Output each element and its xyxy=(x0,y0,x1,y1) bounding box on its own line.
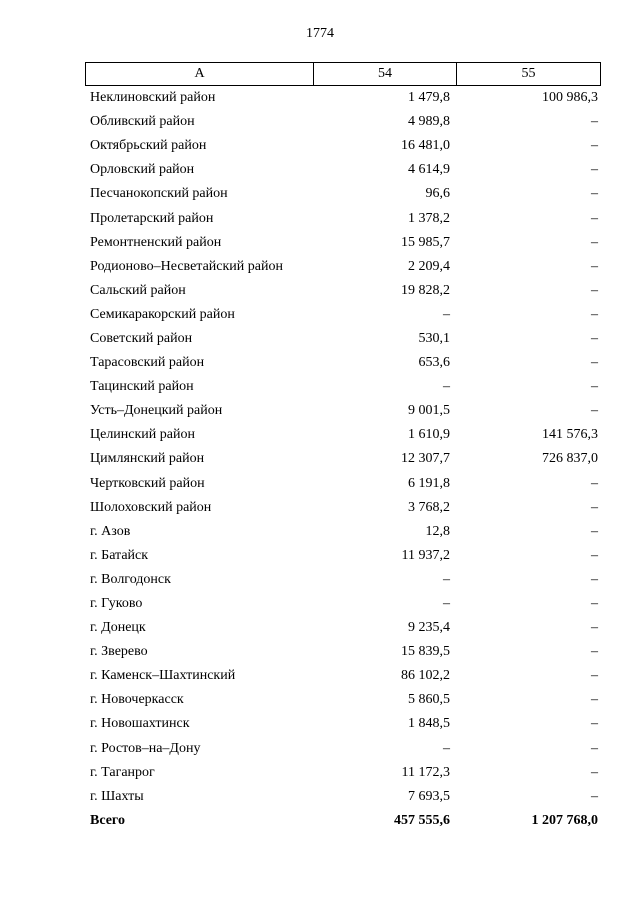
row-value-55: – xyxy=(591,234,598,250)
table-row xyxy=(85,182,601,206)
table-row xyxy=(85,616,601,640)
row-value-54: 86 102,2 xyxy=(401,668,450,684)
row-value-54: 19 828,2 xyxy=(401,282,450,298)
row-name: Родионово–Несветайский район xyxy=(90,258,283,274)
row-name: Ремонтненский район xyxy=(90,234,222,250)
row-value-55: – xyxy=(591,355,598,371)
row-value-54: 4 614,9 xyxy=(408,162,450,178)
row-value-55: 141 576,3 xyxy=(542,427,598,443)
row-value-54: 11 172,3 xyxy=(401,764,450,780)
table-row xyxy=(85,255,601,279)
total-value-55: 1 207 768,0 xyxy=(531,812,598,828)
row-name: Шолоховский район xyxy=(90,499,212,515)
table-row xyxy=(85,375,601,399)
row-name: Песчанокопский район xyxy=(90,186,228,202)
row-name: г. Таганрог xyxy=(90,764,155,780)
page-number: 1774 xyxy=(306,26,334,41)
row-name: Пролетарский район xyxy=(90,210,214,226)
row-name: Орловский район xyxy=(90,162,195,178)
table-row xyxy=(85,592,601,616)
table-row xyxy=(85,134,601,158)
row-name: Целинский район xyxy=(90,427,195,443)
table-header xyxy=(85,62,601,86)
table-row xyxy=(85,472,601,496)
row-name: г. Донецк xyxy=(90,620,146,636)
row-value-54: 12 307,7 xyxy=(401,451,450,467)
row-value-54: 9 235,4 xyxy=(408,620,450,636)
table-row xyxy=(85,303,601,327)
row-name: Обливский район xyxy=(90,114,195,130)
row-name: г. Каменск–Шахтинский xyxy=(90,668,236,684)
table-row xyxy=(85,447,601,471)
row-value-55: – xyxy=(591,306,598,322)
row-name: Чертковский район xyxy=(90,475,205,491)
row-value-55: – xyxy=(591,162,598,178)
table-row xyxy=(85,399,601,423)
header-col-a: А xyxy=(86,63,314,85)
table-row xyxy=(85,231,601,255)
row-value-55: – xyxy=(591,740,598,756)
table-row xyxy=(85,761,601,785)
row-name: г. Азов xyxy=(90,523,131,539)
row-name: г. Ростов–на–Дону xyxy=(90,740,201,756)
row-value-54: 12,8 xyxy=(425,523,450,539)
row-name: Советский район xyxy=(90,330,193,346)
row-value-54: 7 693,5 xyxy=(408,788,450,804)
table-row xyxy=(85,279,601,303)
row-value-54: – xyxy=(443,740,450,756)
table-row xyxy=(85,520,601,544)
row-value-55: – xyxy=(591,475,598,491)
row-name: Семикаракорский район xyxy=(90,306,235,322)
data-table xyxy=(85,62,601,833)
table-row xyxy=(85,158,601,182)
row-value-55: – xyxy=(591,330,598,346)
row-value-55: – xyxy=(591,210,598,226)
table-body xyxy=(85,86,601,809)
row-value-55: – xyxy=(591,114,598,130)
table-row xyxy=(85,737,601,761)
row-value-54: – xyxy=(443,571,450,587)
row-name: г. Гуково xyxy=(90,596,143,612)
row-name: Цимлянский район xyxy=(90,451,205,467)
row-value-54: 2 209,4 xyxy=(408,258,450,274)
row-value-54: 9 001,5 xyxy=(408,403,450,419)
row-value-54: 6 191,8 xyxy=(408,475,450,491)
table-row xyxy=(85,688,601,712)
row-value-54: – xyxy=(443,596,450,612)
row-value-55: – xyxy=(591,258,598,274)
row-value-55: – xyxy=(591,547,598,563)
row-value-55: – xyxy=(591,138,598,154)
row-name: г. Зверево xyxy=(90,644,148,660)
row-name: г. Батайск xyxy=(90,547,149,563)
row-value-55: – xyxy=(591,716,598,732)
row-value-54: 1 610,9 xyxy=(408,427,450,443)
row-value-54: 530,1 xyxy=(418,330,450,346)
row-value-55: – xyxy=(591,668,598,684)
row-value-55: – xyxy=(591,523,598,539)
table-row xyxy=(85,664,601,688)
header-col-55: 55 xyxy=(521,66,536,81)
row-value-54: 1 378,2 xyxy=(408,210,450,226)
row-value-54: 15 985,7 xyxy=(401,234,450,250)
row-value-55: – xyxy=(591,499,598,515)
table-row xyxy=(85,423,601,447)
row-value-55: – xyxy=(591,186,598,202)
table-row xyxy=(85,568,601,592)
row-value-54: – xyxy=(443,379,450,395)
row-value-54: 5 860,5 xyxy=(408,692,450,708)
row-value-54: 4 989,8 xyxy=(408,114,450,130)
row-name: г. Новошахтинск xyxy=(90,716,190,732)
total-row xyxy=(85,809,601,833)
row-value-54: 15 839,5 xyxy=(401,644,450,660)
table-row xyxy=(85,327,601,351)
row-value-55: – xyxy=(591,620,598,636)
row-value-55: – xyxy=(591,379,598,395)
row-name: Неклиновский район xyxy=(90,90,216,106)
row-name: Тацинский район xyxy=(90,379,194,395)
row-value-55: – xyxy=(591,571,598,587)
row-name: Октябрьский район xyxy=(90,138,207,154)
row-value-55: – xyxy=(591,764,598,780)
row-name: Сальский район xyxy=(90,282,186,298)
table-row xyxy=(85,110,601,134)
row-value-55: – xyxy=(591,644,598,660)
row-value-55: – xyxy=(591,403,598,419)
row-value-55: 726 837,0 xyxy=(542,451,598,467)
row-value-54: 1 479,8 xyxy=(408,90,450,106)
table-row xyxy=(85,351,601,375)
table-row xyxy=(85,544,601,568)
row-value-55: – xyxy=(591,788,598,804)
total-label: Всего xyxy=(90,812,125,828)
row-value-55: – xyxy=(591,692,598,708)
row-name: г. Шахты xyxy=(90,788,144,804)
row-name: г. Волгодонск xyxy=(90,571,171,587)
table-row xyxy=(85,206,601,230)
row-value-54: 1 848,5 xyxy=(408,716,450,732)
row-value-54: – xyxy=(443,306,450,322)
row-name: г. Новочеркасск xyxy=(90,692,184,708)
row-value-54: 3 768,2 xyxy=(408,499,450,515)
table-row xyxy=(85,496,601,520)
table-row xyxy=(85,712,601,736)
row-name: Усть–Донецкий район xyxy=(90,403,223,419)
table-row xyxy=(85,785,601,809)
table-row xyxy=(85,640,601,664)
row-value-54: 653,6 xyxy=(418,355,450,371)
table-row xyxy=(85,86,601,110)
row-value-54: 16 481,0 xyxy=(401,138,450,154)
row-name: Тарасовский район xyxy=(90,355,205,371)
row-value-55: 100 986,3 xyxy=(542,90,598,106)
row-value-54: 96,6 xyxy=(425,186,450,202)
total-value-54: 457 555,6 xyxy=(394,812,450,828)
row-value-55: – xyxy=(591,282,598,298)
row-value-55: – xyxy=(591,596,598,612)
header-col-54: 54 xyxy=(314,63,457,85)
row-value-54: 11 937,2 xyxy=(401,547,450,563)
